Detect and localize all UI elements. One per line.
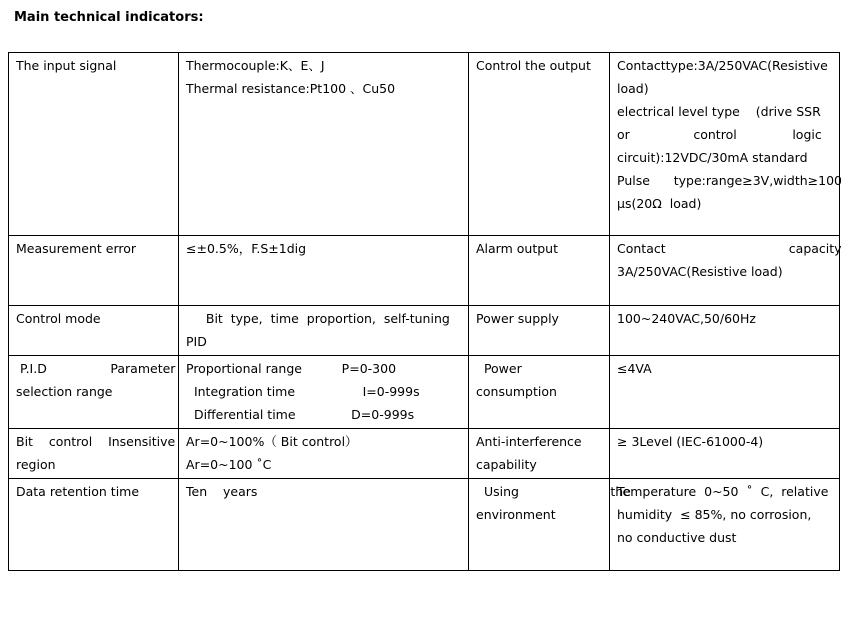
label-cell — [469, 479, 631, 571]
value-cell — [610, 236, 840, 306]
power-consumption-value: ≤4VA — [617, 361, 652, 376]
power-supply-value: 100~240VAC,50/60Hz — [617, 311, 756, 326]
environment-value: no conductive dust — [617, 530, 737, 545]
power-consumption-label: consumption — [476, 384, 557, 399]
value-cell — [179, 429, 469, 479]
insensitive-region-label: Bit control Insensitive — [16, 434, 176, 449]
insensitive-region-value: Ar=0~100%（ Bit control） — [186, 434, 358, 449]
value-cell — [610, 53, 840, 236]
pid-range-label: P.I.D Parameter — [16, 361, 176, 376]
value-cell — [179, 479, 469, 571]
control-output-value: load) — [617, 81, 649, 96]
pid-range-value: Integration time I=0-999s — [186, 384, 420, 399]
value-cell — [610, 429, 840, 479]
insensitive-region-label: region — [16, 457, 56, 472]
value-cell — [179, 236, 469, 306]
control-mode-label: Control mode — [16, 311, 101, 326]
environment-label: Using the — [476, 484, 631, 499]
data-retention-label: Data retention time — [16, 484, 140, 499]
alarm-output-label: Alarm output — [476, 241, 558, 256]
table-row — [9, 479, 840, 571]
value-cell — [610, 356, 840, 429]
pid-range-value: Proportional range P=0-300 — [186, 361, 397, 376]
label-cell — [469, 306, 610, 356]
label-cell — [9, 356, 179, 429]
table-row — [9, 356, 840, 429]
environment-value: Temperature 0~50 ˚ C, relative — [617, 484, 829, 499]
table-row — [9, 306, 840, 356]
label-cell — [9, 306, 179, 356]
label-cell — [469, 236, 610, 306]
label-cell — [469, 429, 610, 479]
power-supply-label: Power supply — [476, 311, 559, 326]
control-output-label: Control the output — [476, 58, 591, 73]
value-cell — [179, 356, 469, 429]
label-cell — [469, 53, 610, 236]
alarm-output-value: 3A/250VAC(Resistive load) — [617, 264, 783, 279]
anti-interference-value: ≥ 3Level (IEC-61000-4) — [617, 434, 764, 449]
control-output-value: or control logic — [617, 127, 822, 142]
table-row — [9, 53, 840, 236]
value-cell — [179, 306, 469, 356]
page-title: Main technical indicators: — [14, 10, 204, 25]
measurement-error-value: ≤±0.5%，F.S±1dig — [186, 241, 307, 256]
alarm-output-value: Contact capacity — [617, 241, 842, 256]
label-cell — [9, 53, 179, 236]
label-cell — [469, 356, 610, 429]
anti-interference-label: capability — [476, 457, 537, 472]
control-mode-value: Bit type, time proportion, self-tuning — [186, 311, 450, 326]
input-signal-value: Thermal resistance:Pt100 、Cu50 — [186, 81, 396, 96]
table-row — [9, 429, 840, 479]
pid-range-label: selection range — [16, 384, 113, 399]
label-cell — [9, 236, 179, 306]
insensitive-region-value: Ar=0~100 ˚C — [186, 457, 272, 472]
control-output-value: circuit):12VDC/30mA standard — [617, 150, 808, 165]
value-cell — [610, 479, 840, 571]
value-cell — [179, 53, 469, 236]
control-output-value: Pulse type:range≥3V,width≥100 — [617, 173, 842, 188]
pid-range-value: Differential time D=0-999s — [186, 407, 415, 422]
value-cell — [610, 306, 840, 356]
table-row — [9, 236, 840, 306]
technical-indicators-table — [8, 52, 840, 571]
control-mode-value: PID — [186, 334, 207, 349]
measurement-error-label: Measurement error — [16, 241, 137, 256]
power-consumption-label: Power — [476, 361, 522, 376]
control-output-value: electrical level type (drive SSR — [617, 104, 821, 119]
environment-label: environment — [476, 507, 556, 522]
control-output-value: Contacttype:3A/250VAC(Resistive — [617, 58, 828, 73]
control-output-value: μs(20Ω load) — [617, 196, 702, 211]
environment-value: humidity ≤ 85%, no corrosion, — [617, 507, 812, 522]
anti-interference-label: Anti-interference — [476, 434, 582, 449]
input-signal-label: The input signal — [16, 58, 117, 73]
label-cell — [9, 479, 179, 571]
input-signal-value: Thermocouple:K、E、J — [186, 58, 325, 73]
data-retention-value: Ten years — [186, 484, 258, 499]
label-cell — [9, 429, 179, 479]
